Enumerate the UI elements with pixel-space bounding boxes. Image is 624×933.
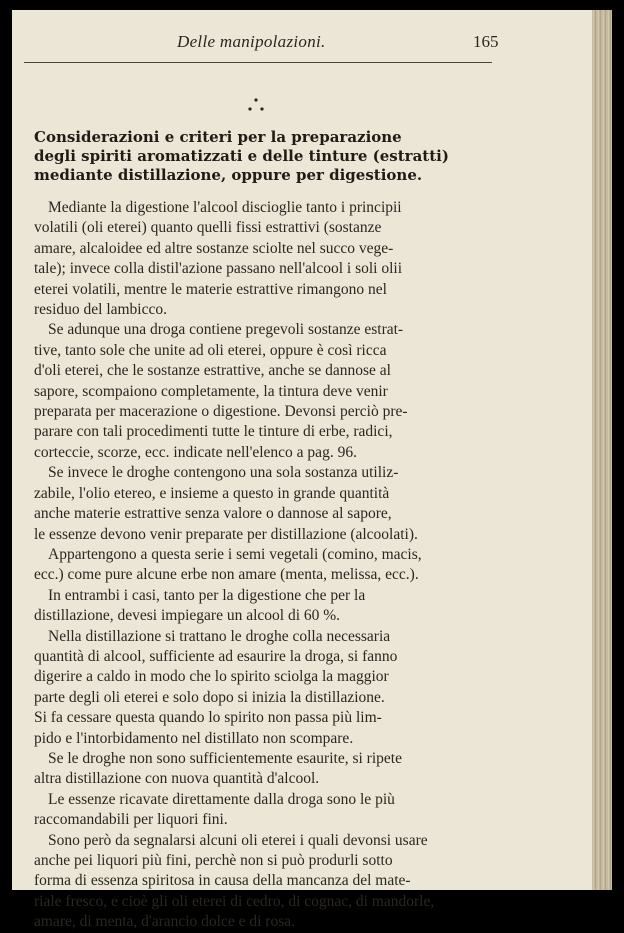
text-line: distillazione, devesi impiegare un alcool di 60 %. bbox=[34, 607, 341, 625]
text-line: d'oli eterei, che le sostanze estrattive, anche se dannose al bbox=[34, 362, 391, 380]
page-edge-shading bbox=[592, 10, 612, 890]
text-line: amare, di menta, d'arancio dolce e di rosa. bbox=[34, 913, 296, 931]
text-line: Si fa cessare questa quando lo spirito non passa più lim- bbox=[34, 709, 382, 727]
body-text bbox=[34, 198, 500, 933]
text-line: corteccie, scorze, ecc. indicate nell'elenco a pag. 96. bbox=[34, 443, 357, 461]
text-line: zabile, l'olio etereo, e insieme a questo in grande quantità bbox=[34, 484, 390, 502]
text-line: eterei volatili, mentre le materie estrattive rimangono nel bbox=[34, 280, 387, 298]
text-line: volatili (oli eterei) quanto quelli fissi estrattivi (sostanze bbox=[34, 219, 382, 237]
text-line: anche pei liquori più fini, perchè non si può produrli sotto bbox=[34, 852, 393, 869]
text-line: tale); invece colla distil'azione passano nell'alcool i soli olii bbox=[34, 260, 403, 278]
asterism-icon bbox=[244, 94, 268, 116]
heading-line: Considerazioni e criteri per la preparazione bbox=[34, 128, 402, 146]
text-line: forma di essenza spiritosa in causa della mancanza del mate- bbox=[34, 872, 411, 890]
book-page bbox=[12, 10, 612, 931]
text-line: raccomandabili per liquori fini. bbox=[34, 811, 228, 829]
text-line: sapore, scompaiono completamente, la tintura deve venir bbox=[34, 382, 388, 400]
text-line: Se le droghe non sono sufficientemente esaurite, si ripete bbox=[48, 749, 402, 767]
section-heading bbox=[34, 128, 494, 185]
text-line: digerire a caldo in modo che lo spirito sciolga la maggior bbox=[34, 668, 389, 686]
text-line: Appartengono a questa serie i semi vegetali (comino, macis, bbox=[48, 545, 422, 563]
text-line: le essenze devono venir preparate per distillazione (alcoolati). bbox=[34, 525, 418, 543]
page-header bbox=[22, 30, 602, 56]
text-line: Le essenze ricavate direttamente dalla droga sono le più bbox=[48, 790, 395, 808]
text-line: ecc.) come pure alcune erbe non amare (menta, melissa, ecc.). bbox=[34, 566, 419, 584]
text-line: Mediante la digestione l'alcool discioglie tanto i principii bbox=[48, 199, 402, 216]
running-title: Delle manipolazioni. bbox=[177, 32, 326, 51]
text-line: anche materie estrattive senza valore o dannose al sapore, bbox=[34, 505, 392, 523]
text-line: parare con tali procedimenti tutte le tinture di erbe, radici, bbox=[34, 423, 393, 441]
text-line: Se invece le droghe contengono una sola sostanza utiliz- bbox=[48, 464, 399, 482]
text-line: preparata per macerazione o digestione. Devonsi perciò pre- bbox=[34, 403, 408, 421]
text-line: Se adunque una droga contiene pregevoli sostanze estrat- bbox=[48, 321, 404, 339]
text-line: quantità di alcool, sufficiente ad esaurire la droga, si fanno bbox=[34, 647, 398, 665]
text-line: altra distillazione con nuova quantità d'alcool. bbox=[34, 770, 320, 788]
text-line: riale fresco, e cioè gli oli eterei di cedro, di cognac, di mandorle, bbox=[34, 892, 435, 910]
heading-line: degli spiriti aromatizzati e delle tinture (estratti) bbox=[34, 147, 449, 165]
text-line: Nella distillazione si trattano le droghe colla necessaria bbox=[48, 627, 391, 645]
text-line: tive, tanto sole che unite ad oli eterei, oppure è così ricca bbox=[34, 341, 387, 359]
heading-line: mediante distillazione, oppure per digestione. bbox=[34, 166, 423, 184]
text-line: Sono però da segnalarsi alcuni oli eterei i quali devonsi usare bbox=[48, 831, 428, 849]
text-line: residuo del lambicco. bbox=[34, 301, 167, 319]
text-line: pido e l'intorbidamento nel distillato non scompare. bbox=[34, 729, 354, 747]
header-rule bbox=[24, 62, 492, 63]
text-line: parte degli oli eterei e solo dopo si inizia la distillazione. bbox=[34, 688, 385, 706]
text-line: amare, alcaloidee ed altre sostanze sciolte nel succo vege- bbox=[34, 239, 394, 257]
page-number: 165 bbox=[473, 32, 499, 51]
text-line: In entrambi i casi, tanto per la digestione che per la bbox=[48, 586, 366, 604]
